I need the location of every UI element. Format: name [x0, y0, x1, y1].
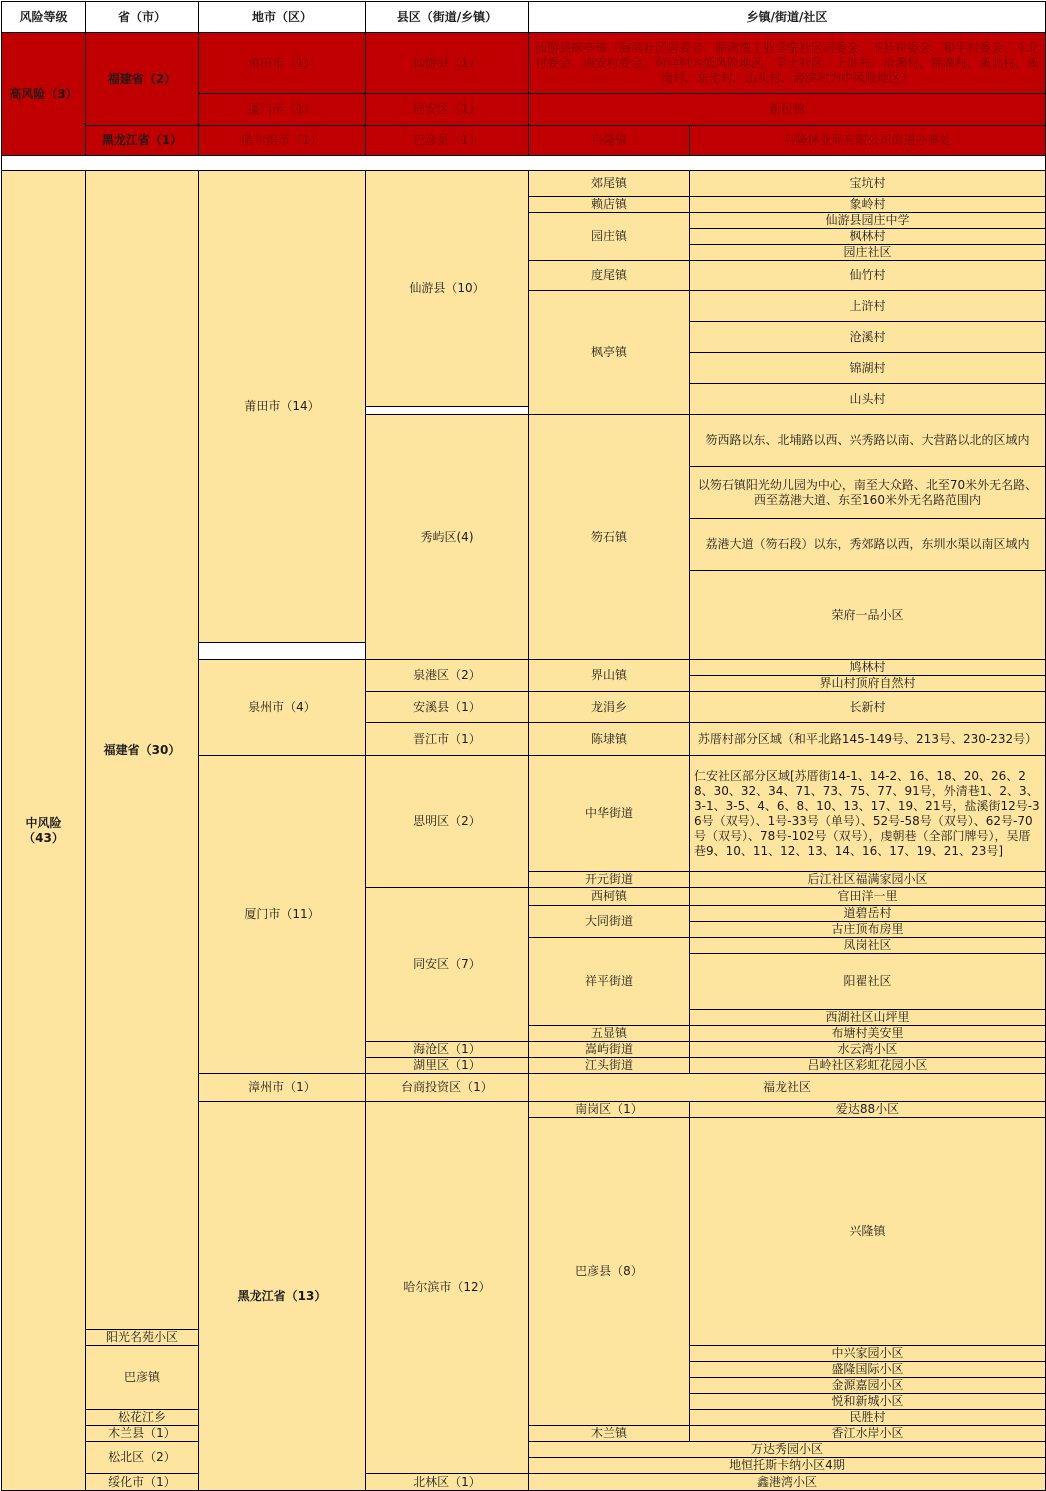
header-city: 地市（区）	[199, 2, 366, 33]
city-cell: 绥化市（1）	[86, 1474, 199, 1491]
place-cell: 枫林村	[690, 229, 1046, 245]
town-cell: 嵩屿街道	[529, 1042, 690, 1058]
county-cell: 松北区（2）	[86, 1442, 199, 1474]
high-risk-level: 高风险（3）	[2, 33, 86, 156]
county-cell: 晋江市（1）	[366, 723, 529, 756]
province-cell: 福建省（30）	[86, 171, 199, 1330]
town-cell: 兴隆镇	[690, 1118, 1046, 1346]
town-cell: 祥平街道	[529, 938, 690, 1026]
place-cell: 香江水岸小区	[690, 1426, 1046, 1442]
town-cell: 度尾镇	[529, 261, 690, 291]
place-cell: 长新村	[690, 692, 1046, 723]
city-cell: 漳州市（1）	[199, 1074, 366, 1102]
city-cell: 哈尔滨市（12）	[366, 1102, 529, 1474]
header-province: 省（市）	[86, 2, 199, 33]
county-cell: 思明区（2）	[366, 756, 529, 888]
place-cell: 福龙社区	[529, 1074, 1046, 1102]
risk-area-table	[1, 1, 1046, 1491]
spacer-row	[2, 156, 1046, 171]
table-row	[2, 33, 1046, 94]
city-cell: 莆田市（14）	[199, 171, 366, 643]
town-cell: 赖店镇	[529, 197, 690, 213]
table-row	[2, 126, 1046, 156]
city-cell: 厦门市（1）	[199, 94, 366, 126]
place-cell: 仙竹村	[690, 261, 1046, 291]
place-cell: 园庄社区	[690, 245, 1046, 261]
county-cell: 泉港区（2）	[366, 660, 529, 692]
place-cell: 凤岗社区	[690, 938, 1046, 954]
town-cell: 开元街道	[529, 872, 690, 888]
place-cell: 官田洋一里	[690, 888, 1046, 906]
county-cell: 安溪县（1）	[366, 692, 529, 723]
city-cell: 莆田市（1）	[199, 33, 366, 94]
town-cell: 郊尾镇	[529, 171, 690, 197]
spacer-cell	[2, 156, 1046, 171]
place-cell: 道碧岳村	[690, 906, 1046, 922]
place-cell: 后江社区福满家园小区	[690, 872, 1046, 888]
place-cell: 盛隆国际小区	[690, 1362, 1046, 1378]
town-cell: 笏石镇	[529, 415, 690, 660]
place-cell: 沧溪村	[690, 322, 1046, 353]
place-cell: 上浒村	[690, 291, 1046, 322]
place-cell: 西湖社区山坪里	[690, 1010, 1046, 1026]
place-cell: 仙游县园庄中学	[690, 213, 1046, 229]
place-cell: 荔港大道（笏石段）以东，秀郊路以西，东圳水渠以南区域内	[690, 519, 1046, 571]
county-cell: 秀屿区(4)	[366, 415, 529, 660]
place-cell: 山头村	[690, 384, 1046, 415]
town-cell: 五显镇	[529, 1026, 690, 1042]
town-cell: 木兰镇	[529, 1426, 690, 1442]
province-cell: 福建省（2）	[86, 33, 199, 126]
town-cell: 界山镇	[529, 660, 690, 692]
county-cell: 木兰县（1）	[86, 1426, 199, 1442]
city-cell: 厦门市（11）	[199, 756, 366, 1074]
place-cell: 古庄顶布房里	[690, 922, 1046, 938]
place-cell: 仁安社区部分区域[苏厝街14-1、14-2、16、18、20、26、28、30、32、34、71、73、75、77、91号，外清巷1、2、3、3-1、3-5、4、6、8、10、13、17、19、21号，盐溪街12号-36号（双号）、1号-33号（单号）、52号-58号（双号）、62号-70号（双号）、78号-102号（双号），虔朝巷（全部门牌号），吴厝巷9、10、11、12、13、14、16、17、19、21、23号]	[690, 756, 1046, 872]
county-cell: 同安区（7）	[366, 888, 529, 1042]
county-cell: 同安区（1）	[366, 94, 529, 126]
place-cell: 荣府一品小区	[690, 571, 1046, 660]
place-cell: 布塘村美安里	[690, 1026, 1046, 1042]
place-cell: 中兴家园小区	[690, 1346, 1046, 1362]
county-cell: 南岗区（1）	[529, 1102, 690, 1118]
town-cell: 巴彦镇	[86, 1346, 199, 1410]
place-cell: 苏厝村部分区域（和平北路145-149号、213号、230-232号）	[690, 723, 1046, 756]
county-cell: 仙游县（10）	[366, 171, 529, 407]
header-risk-level: 风险等级	[2, 2, 86, 33]
place-cell: 民胜村	[690, 1410, 1046, 1426]
place-cell: 以笏石镇阳光幼儿园为中心，南至大众路、北至70米外无名路、西至荔港大道、东至160米外无名路范围内	[690, 467, 1046, 519]
place-cell: 鑫港湾小区	[529, 1474, 1046, 1491]
place-cell: 悦和新城小区	[690, 1394, 1046, 1410]
county-cell: 海沧区（1）	[366, 1042, 529, 1058]
town-cell: 松花江乡	[86, 1410, 199, 1426]
county-cell: 湖里区（1）	[366, 1058, 529, 1074]
table-row	[2, 171, 1046, 197]
town-cell: 兴隆镇	[529, 126, 690, 156]
place-cell: 笏西路以东、北埔路以西、兴秀路以南、大营路以北的区域内	[690, 415, 1046, 467]
town-cell: 新民镇	[529, 94, 1046, 126]
town-cell: 仙游县枫亭镇（海滨社区居委会、湄洲湾工业学院社区居委会、下社村委会、和平村委会、斗北村委会、海安村委会、荷洋村为低风险地区；学士社区、上浒村、沧溪村、锦湖村、溪北村、溪南村、东宅村、山头村、海滨村为中风险地区）	[529, 33, 1046, 94]
place-cell: 鸠林村	[690, 660, 1046, 676]
town-cell: 园庄镇	[529, 213, 690, 261]
place-cell: 阳光名苑小区	[86, 1330, 199, 1346]
town-cell: 江头街道	[529, 1058, 690, 1074]
header-row	[2, 2, 1046, 33]
province-cell: 黑龙江省（1）	[86, 126, 199, 156]
town-cell: 枫亭镇	[529, 291, 690, 415]
header-county: 县区（街道/乡镇）	[366, 2, 529, 33]
place-cell: 象岭村	[690, 197, 1046, 213]
city-cell: 哈尔滨市（1）	[199, 126, 366, 156]
county-cell: 台商投资区（1）	[366, 1074, 529, 1102]
place-cell: 万达秀园小区	[529, 1442, 1046, 1458]
place-cell: 水云湾小区	[690, 1042, 1046, 1058]
place-cell: 阳翟社区	[690, 954, 1046, 1010]
place-cell: 界山村顶府自然村	[690, 676, 1046, 692]
city-cell: 泉州市（4）	[199, 660, 366, 756]
table-row	[2, 1474, 1046, 1491]
town-cell: 大同街道	[529, 906, 690, 938]
place-cell: 地恒托斯卡纳小区4期	[529, 1458, 1046, 1474]
county-cell: 巴彦县（8）	[529, 1118, 690, 1426]
place-cell: 宝坑村	[690, 171, 1046, 197]
county-cell: 仙游县（1）	[366, 33, 529, 94]
province-cell: 黑龙江省（13）	[199, 1102, 366, 1491]
place-cell: 爱达88小区	[690, 1102, 1046, 1118]
town-cell: 陈埭镇	[529, 723, 690, 756]
header-town: 乡镇/街道/社区	[529, 2, 1046, 33]
town-cell: 龙涓乡	[529, 692, 690, 723]
place-cell: 兴隆林业局有限公司街道办事处	[690, 126, 1046, 156]
county-cell: 北林区（1）	[366, 1474, 529, 1491]
town-cell: 西柯镇	[529, 888, 690, 906]
place-cell: 吕岭社区彩虹花园小区	[690, 1058, 1046, 1074]
medium-risk-level: 中风险 （43）	[2, 171, 86, 1491]
county-cell: 巴彦县（1）	[366, 126, 529, 156]
town-cell: 中华街道	[529, 756, 690, 872]
place-cell: 锦湖村	[690, 353, 1046, 384]
place-cell: 金源嘉园小区	[690, 1378, 1046, 1394]
